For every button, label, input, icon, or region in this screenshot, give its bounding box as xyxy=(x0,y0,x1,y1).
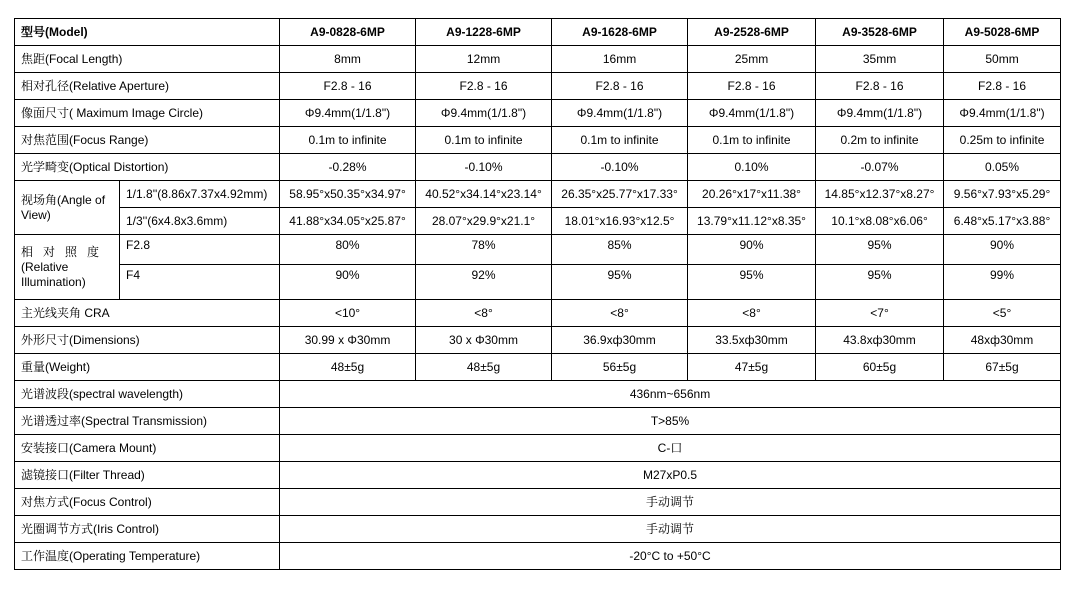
table-cell: Φ9.4mm(1/1.8") xyxy=(416,100,552,127)
merged-cell: 手动调节 xyxy=(280,489,1061,516)
merged-cell: -20°C to +50°C xyxy=(280,543,1061,570)
model-header: A9-3528-6MP xyxy=(816,19,944,46)
table-cell: 95% xyxy=(552,265,688,300)
model-header: A9-1628-6MP xyxy=(552,19,688,46)
table-cell: 0.1m to infinite xyxy=(688,127,816,154)
table-cell: 58.95°x50.35°x34.97° xyxy=(280,181,416,208)
row-label: 滤镜接口(Filter Thread) xyxy=(15,462,280,489)
table-row-illumination-2 xyxy=(15,265,1061,300)
row-label-line: 相对照度 xyxy=(21,244,110,259)
table-cell: 30 x Φ30mm xyxy=(416,327,552,354)
table-row-cra xyxy=(15,300,1061,327)
table-cell: 48xф30mm xyxy=(944,327,1061,354)
table-cell: 48±5g xyxy=(416,354,552,381)
table-cell: 0.1m to infinite xyxy=(552,127,688,154)
table-cell: 80% xyxy=(280,235,416,265)
table-cell: 41.88°x34.05°x25.87° xyxy=(280,208,416,235)
table-cell: 90% xyxy=(688,235,816,265)
table-cell: 0.1m to infinite xyxy=(280,127,416,154)
table-cell: 60±5g xyxy=(816,354,944,381)
table-cell: 50mm xyxy=(944,46,1061,73)
table-cell: 10.1°x8.08°x6.06° xyxy=(816,208,944,235)
table-cell: F2.8 - 16 xyxy=(944,73,1061,100)
table-cell: -0.28% xyxy=(280,154,416,181)
table-row-aperture xyxy=(15,73,1061,100)
table-cell: 43.8xф30mm xyxy=(816,327,944,354)
row-label: 工作温度(Operating Temperature) xyxy=(15,543,280,570)
merged-cell: M27xP0.5 xyxy=(280,462,1061,489)
row-label-line: 视场角(Angle of xyxy=(21,192,106,207)
table-cell: 20.26°x17°x11.38° xyxy=(688,181,816,208)
table-cell: 16mm xyxy=(552,46,688,73)
table-cell: <8° xyxy=(552,300,688,327)
table-row-transmission xyxy=(15,408,1061,435)
table-cell: Φ9.4mm(1/1.8") xyxy=(816,100,944,127)
table-cell: 28.07°x29.9°x21.1° xyxy=(416,208,552,235)
table-cell: 95% xyxy=(688,265,816,300)
table-cell: 30.99 x Φ30mm xyxy=(280,327,416,354)
row-label: 光谱透过率(Spectral Transmission) xyxy=(15,408,280,435)
table-row-illumination-1 xyxy=(15,235,1061,265)
table-cell: -0.10% xyxy=(416,154,552,181)
table-cell: -0.07% xyxy=(816,154,944,181)
table-cell: -0.10% xyxy=(552,154,688,181)
table-row-wavelength xyxy=(15,381,1061,408)
lens-spec-table xyxy=(14,18,1061,570)
table-row-image-circle xyxy=(15,100,1061,127)
table-cell: 92% xyxy=(416,265,552,300)
merged-cell: 手动调节 xyxy=(280,516,1061,543)
table-cell: 14.85°x12.37°x8.27° xyxy=(816,181,944,208)
table-cell: 95% xyxy=(816,265,944,300)
table-cell: 0.25m to infinite xyxy=(944,127,1061,154)
table-cell: 0.2m to infinite xyxy=(816,127,944,154)
table-cell: Φ9.4mm(1/1.8") xyxy=(944,100,1061,127)
table-cell: 78% xyxy=(416,235,552,265)
table-cell: 40.52°x34.14°x23.14° xyxy=(416,181,552,208)
table-cell: F2.8 - 16 xyxy=(280,73,416,100)
table-cell: F2.8 - 16 xyxy=(816,73,944,100)
table-cell: Φ9.4mm(1/1.8") xyxy=(552,100,688,127)
merged-cell: C-口 xyxy=(280,435,1061,462)
table-cell: 35mm xyxy=(816,46,944,73)
row-label-line: (Relative xyxy=(21,259,69,274)
table-cell: <5° xyxy=(944,300,1061,327)
row-label: 光学畸变(Optical Distortion) xyxy=(15,154,280,181)
row-label-relative-illumination xyxy=(15,235,120,300)
table-cell: 56±5g xyxy=(552,354,688,381)
table-row-focus-control xyxy=(15,489,1061,516)
table-cell: <7° xyxy=(816,300,944,327)
table-row-weight xyxy=(15,354,1061,381)
model-header: A9-2528-6MP xyxy=(688,19,816,46)
table-cell: 26.35°x25.77°x17.33° xyxy=(552,181,688,208)
row-label-line: View) xyxy=(21,207,51,222)
table-row-dimensions xyxy=(15,327,1061,354)
table-cell: 12mm xyxy=(416,46,552,73)
table-row-mount xyxy=(15,435,1061,462)
model-header: A9-0828-6MP xyxy=(280,19,416,46)
table-cell: 13.79°x11.12°x8.35° xyxy=(688,208,816,235)
table-cell: 48±5g xyxy=(280,354,416,381)
sub-row-label: F2.8 xyxy=(120,235,280,265)
row-label: 外形尺寸(Dimensions) xyxy=(15,327,280,354)
table-cell: 67±5g xyxy=(944,354,1061,381)
table-cell: 47±5g xyxy=(688,354,816,381)
table-cell: Φ9.4mm(1/1.8") xyxy=(688,100,816,127)
row-label: 像面尺寸( Maximum Image Circle) xyxy=(15,100,280,127)
table-cell: 0.05% xyxy=(944,154,1061,181)
table-cell: 90% xyxy=(280,265,416,300)
table-cell: 25mm xyxy=(688,46,816,73)
table-cell: <8° xyxy=(416,300,552,327)
table-cell: 0.1m to infinite xyxy=(416,127,552,154)
table-row-angle-of-view-1 xyxy=(15,181,1061,208)
table-cell: F2.8 - 16 xyxy=(416,73,552,100)
model-header: A9-1228-6MP xyxy=(416,19,552,46)
table-cell: 9.56°x7.93°x5.29° xyxy=(944,181,1061,208)
table-cell: 99% xyxy=(944,265,1061,300)
table-row-temperature xyxy=(15,543,1061,570)
table-row-filter-thread xyxy=(15,462,1061,489)
table-row-focal-length xyxy=(15,46,1061,73)
table-cell: F2.8 - 16 xyxy=(688,73,816,100)
table-cell: F2.8 - 16 xyxy=(552,73,688,100)
model-header: A9-5028-6MP xyxy=(944,19,1061,46)
table-cell: 0.10% xyxy=(688,154,816,181)
table-row-distortion xyxy=(15,154,1061,181)
row-label: 主光线夹角 CRA xyxy=(15,300,280,327)
row-label-line: Illumination) xyxy=(21,274,86,289)
merged-cell: 436nm~656nm xyxy=(280,381,1061,408)
row-label: 对焦方式(Focus Control) xyxy=(15,489,280,516)
merged-cell: T>85% xyxy=(280,408,1061,435)
table-cell: Φ9.4mm(1/1.8") xyxy=(280,100,416,127)
table-cell: 85% xyxy=(552,235,688,265)
table-row-angle-of-view-2 xyxy=(15,208,1061,235)
row-label: 相对孔径(Relative Aperture) xyxy=(15,73,280,100)
sub-row-label: F4 xyxy=(120,265,280,300)
header-label: 型号(Model) xyxy=(15,19,280,46)
table-cell: 18.01°x16.93°x12.5° xyxy=(552,208,688,235)
table-header-row xyxy=(15,19,1061,46)
row-label: 对焦范围(Focus Range) xyxy=(15,127,280,154)
table-cell: 36.9xф30mm xyxy=(552,327,688,354)
table-cell: <8° xyxy=(688,300,816,327)
sub-row-label: 1/1.8''(8.86x7.37x4.92mm) xyxy=(120,181,280,208)
table-row-focus-range xyxy=(15,127,1061,154)
table-cell: 90% xyxy=(944,235,1061,265)
table-cell: 95% xyxy=(816,235,944,265)
row-label: 重量(Weight) xyxy=(15,354,280,381)
row-label: 安装接口(Camera Mount) xyxy=(15,435,280,462)
row-label: 光圈调节方式(Iris Control) xyxy=(15,516,280,543)
row-label-angle-of-view xyxy=(15,181,120,235)
sub-row-label: 1/3''(6x4.8x3.6mm) xyxy=(120,208,280,235)
table-cell: 8mm xyxy=(280,46,416,73)
table-row-iris-control xyxy=(15,516,1061,543)
row-label: 光谱波段(spectral wavelength) xyxy=(15,381,280,408)
table-cell: 33.5xф30mm xyxy=(688,327,816,354)
row-label: 焦距(Focal Length) xyxy=(15,46,280,73)
table-cell: 6.48°x5.17°x3.88° xyxy=(944,208,1061,235)
table-cell: <10° xyxy=(280,300,416,327)
